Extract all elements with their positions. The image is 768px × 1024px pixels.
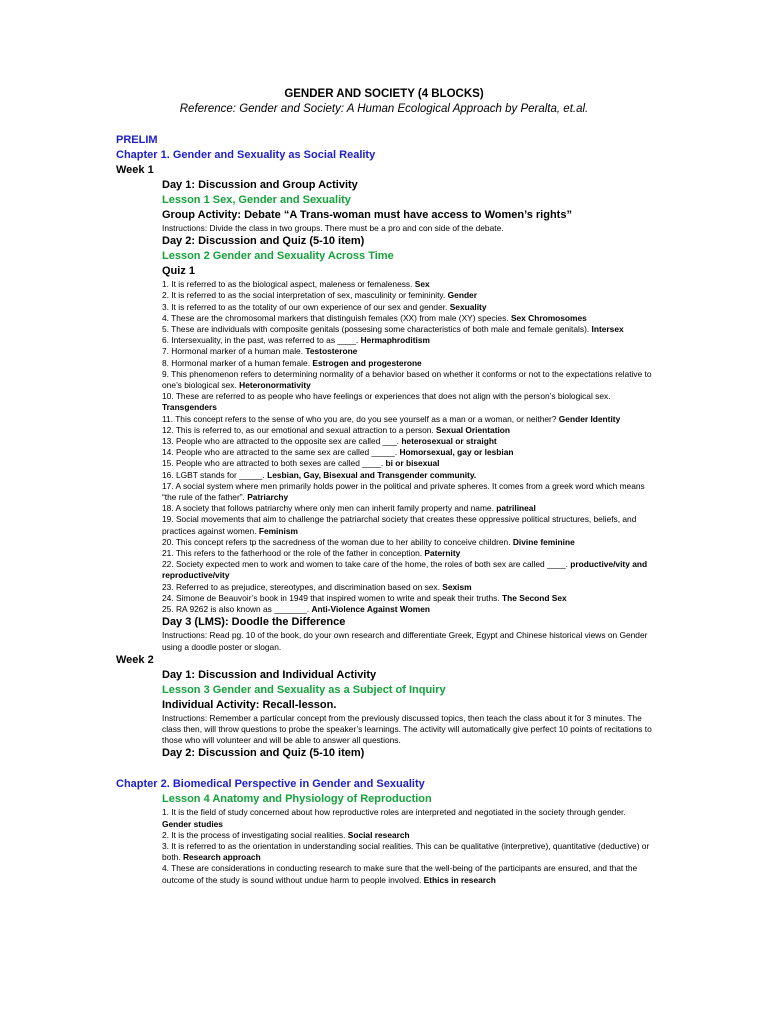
quiz-item (162, 302, 652, 313)
quiz-item (162, 358, 652, 369)
quiz-answer: Anti-Violence Against Women (311, 604, 430, 615)
quiz-answer: Sexual Orientation (436, 424, 511, 435)
chapter-2-item (162, 807, 652, 829)
quiz-answer: Transgenders (162, 402, 217, 413)
quiz-answer: patrilineal (496, 503, 536, 514)
quiz-question: 1. It is referred to as the biological aspect, maleness or femaleness. (162, 279, 415, 290)
quiz-question: 24. Simone de Beauvoir’s book in 1949 that inspired women to write and speak their truths. (162, 592, 503, 603)
quiz-question: 23. Referred to as prejudice, stereotypes, and discrimination based on sex. (162, 581, 443, 592)
quiz-answer: Patriarchy (247, 492, 289, 503)
quiz-item (162, 593, 652, 604)
quiz-item (162, 582, 652, 593)
chapter-2-section (162, 792, 652, 885)
chapter-2-title: Chapter 2. Biomedical Perspective in Gender and Sexuality (116, 778, 425, 791)
chapter-2-answer: Social research (347, 829, 410, 840)
quiz-question: 14. People who are attracted to the same sex are called _____. (162, 447, 400, 458)
chapter-1-title: Chapter 1. Gender and Sexuality as Social Reality (116, 149, 376, 161)
chapter-2-item (162, 841, 652, 863)
quiz-item (162, 514, 652, 536)
chapter-2-question: 1. It is the field of study concerned about how reproductive roles are interpreted and negotiated in the society through gender. (162, 807, 626, 818)
quiz-answer: Sexism (442, 581, 472, 592)
document-title: GENDER AND SOCIETY (4 BLOCKS) (284, 88, 484, 100)
week-2-day-1: Day 1: Discussion and Individual Activity (162, 668, 377, 681)
quiz-answer: Hermaphroditism (360, 335, 430, 346)
quiz-answer: Homorsexual, gay or lesbian (399, 447, 514, 458)
quiz-question: 3. It is referred to as the totality of our own experience of our sex and gender. (162, 301, 450, 312)
quiz-item (162, 481, 652, 503)
week-2-day-2: Day 2: Discussion and Quiz (5-10 item) (162, 747, 365, 760)
chapter-2-list (162, 807, 652, 885)
quiz-answer: Testosterone (305, 346, 358, 357)
quiz-item (162, 470, 652, 481)
individual-activity: Individual Activity: Recall-lesson. (162, 698, 337, 711)
quiz-question: 25. RA 9262 is also known as _______. (162, 604, 312, 615)
quiz-1-list (162, 279, 652, 615)
week-1-day-2: Day 2: Discussion and Quiz (5-10 item) (162, 235, 365, 248)
quiz-question: 6. Intersexuality, in the past, was referred to as ____. (162, 335, 361, 346)
quiz-item (162, 324, 652, 335)
quiz-question: 20. This concept refers tp the sacredness of the woman due to her ability to conceive children. (162, 536, 513, 547)
quiz-question: 16. LGBT stands for _____. (162, 469, 268, 480)
chapter-2-item (162, 863, 652, 885)
week-1-day-1: Day 1: Discussion and Group Activity (162, 179, 358, 191)
chapter-2-question: 2. It is the process of investigating social realities. (162, 829, 348, 840)
quiz-answer: Sex Chromosomes (510, 312, 587, 323)
week-1-section (162, 178, 652, 653)
quiz-item (162, 548, 652, 559)
section-gap (116, 761, 652, 777)
group-activity-text: : Debate “A Trans-woman must have access to Women’s rights” (237, 209, 572, 221)
quiz-item (162, 369, 652, 391)
quiz-question: 8. Hormonal marker of a human female. (162, 357, 313, 368)
quiz-question: 22. Society expected men to work and women to take care of the home, the roles of both sex are called ____. (162, 559, 571, 570)
quiz-question: 10. These are referred to as people who have feelings or experiences that does not align with the person’s biological sex. (162, 391, 611, 402)
quiz-question: 15. People who are attracted to both sexes are called ____. (162, 458, 386, 469)
quiz-question: 4. These are the chromosomal markers that distinguish females (XX) from male (XY) species. (162, 312, 511, 323)
quiz-question: 17. A social system where men primarily holds power in the political and private spheres. It comes from a greek word which means “the rule of the father”. (162, 480, 645, 503)
quiz-item (162, 335, 652, 346)
quiz-answer: Paternity (424, 548, 461, 559)
quiz-answer: bi or bisexual (385, 458, 440, 469)
quiz-question: 2. It is referred to as the social interpretation of sex, masculinity or femininity. (162, 290, 448, 301)
group-activity-instructions: Instructions: Divide the class in two groups. There must be a pro and con side of the debate. (162, 223, 504, 233)
quiz-1-label: Quiz 1 (162, 265, 196, 278)
document-content (116, 133, 652, 886)
quiz-item (162, 604, 652, 615)
quiz-item (162, 458, 652, 469)
quiz-item (162, 503, 652, 514)
quiz-answer: Intersex (591, 324, 624, 335)
quiz-question: 18. A society that follows patriarchy where only men can inherit family property and name. (162, 503, 497, 514)
lesson-4-title: Lesson 4 Anatomy and Physiology of Reproduction (162, 793, 432, 806)
quiz-question: 13. People who are attracted to the opposite sex are called ___. (162, 436, 402, 447)
quiz-item (162, 290, 652, 301)
chapter-2-question: 3. It is referred to as the orientation in understanding social realities. This can be qualitative (interpretive), quantitative (deductive) or both. (162, 840, 650, 863)
quiz-answer: Gender (447, 290, 477, 301)
quiz-item (162, 447, 652, 458)
quiz-question: 7. Hormonal marker of a human male. (162, 346, 306, 357)
quiz-item (162, 537, 652, 548)
quiz-answer: Sex (414, 279, 430, 290)
day-3-instructions: Instructions: Read pg. 10 of the book, do your own research and differentiate Greek, Egypt and Chinese historical views on Gender using a doodle poster or slogan. (162, 630, 648, 652)
chapter-2-answer: Research approach (182, 852, 261, 863)
week-1-day-3: Day 3 (LMS): Doodle the Difference (162, 616, 346, 629)
quiz-answer: productive/vity and reproductive/vity (162, 559, 648, 581)
quiz-answer: Estrogen and progesterone (312, 357, 422, 368)
document-reference: Reference: Gender and Society: A Human Ecological Approach by Peralta, et.al. (179, 103, 589, 115)
week-2-label: Week 2 (116, 653, 154, 666)
quiz-question: 5. These are individuals with composite genitals (possesing some characteristics of both male and female genitals). (162, 324, 592, 335)
chapter-2-question: 4. These are considerations in conducting research to make sure that the well-being of the participants are ensured, and that the outcome of the study is sound without undue harm to people involved. (162, 863, 638, 885)
quiz-question: 12. This is referred to, as our emotional and sexual attraction to a person. (162, 424, 437, 435)
quiz-answer: Divine feminine (512, 536, 575, 547)
week-1-label: Week 1 (116, 164, 154, 176)
quiz-question: 21. This refers to the fatherhood or the role of the father in conception. (162, 548, 425, 559)
quiz-answer: Feminism (258, 525, 298, 536)
chapter-2-item (162, 830, 652, 841)
quiz-answer: Lesbian, Gay, Bisexual and Transgender community. (267, 469, 477, 480)
quiz-answer: Sexuality (449, 301, 487, 312)
prelim-heading: PRELIM (116, 134, 158, 146)
group-activity (162, 208, 652, 223)
group-activity-label: Group Activity (162, 209, 238, 221)
quiz-item (162, 313, 652, 324)
quiz-item (162, 425, 652, 436)
quiz-question: 19. Social movements that aim to challenge the patriarchal society that creates these oppressive political structures, beliefs, and practices against women. (162, 514, 637, 536)
quiz-item (162, 414, 652, 425)
quiz-item (162, 391, 652, 413)
quiz-question: 9. This phenomenon refers to determining normality of a behavior based on whether it conforms or not to the expectations relative to one’s biological sex. (162, 368, 652, 391)
quiz-answer: Gender Identity (558, 413, 621, 424)
quiz-question: 11. This concept refers to the sense of who you are, do you see yourself as a man or a woman, or neither? (162, 413, 559, 424)
quiz-item (162, 559, 652, 581)
chapter-2-answer: Ethics in research (423, 874, 496, 885)
lesson-3-title: Lesson 3 Gender and Sexuality as a Subject of Inquiry (162, 683, 446, 696)
quiz-item (162, 436, 652, 447)
week-2-section (162, 668, 652, 762)
quiz-answer: heterosexual or straight (401, 436, 497, 447)
quiz-answer: The Second Sex (502, 592, 567, 603)
lesson-2-title: Lesson 2 Gender and Sexuality Across Time (162, 250, 394, 263)
lesson-1-title: Lesson 1 Sex, Gender and Sexuality (162, 194, 351, 206)
quiz-answer: Heteronormativity (239, 380, 311, 391)
chapter-2-answer: Gender studies (162, 818, 223, 829)
quiz-item (162, 279, 652, 290)
individual-activity-instructions: Instructions: Remember a particular concept from the previously discussed topics, then teach the class about it for 3 minutes. The class then, will throw questions to probe the speaker’s learnings. The activity will automatically give perfect 10 points of recitations to those who will volunteer and will be able to answer all questions. (162, 712, 652, 746)
quiz-item (162, 346, 652, 357)
